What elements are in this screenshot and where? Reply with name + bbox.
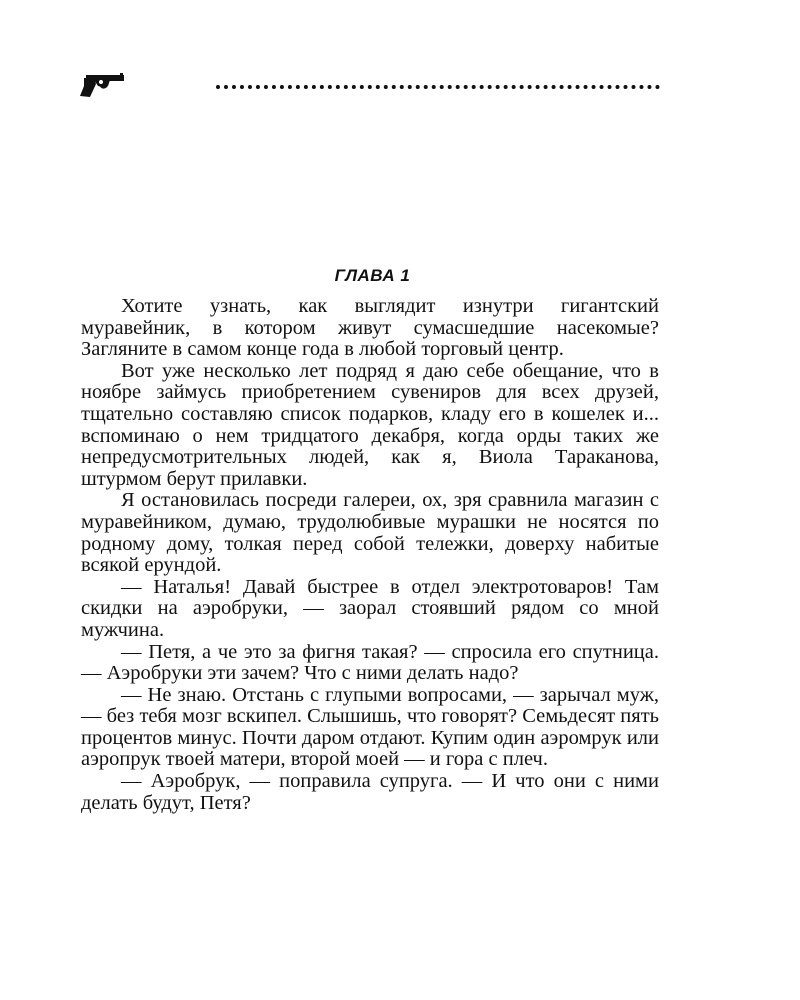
chapter-title: ГЛАВА 1 [334, 266, 411, 285]
paragraph: Вот уже несколько лет подряд я даю себе обещание, что в ноябре займусь приобретением сувениров для всех друзей, тщательно составляю список подарков, кладу его в кошелек и... вспоминаю о нем тридцатого декабря, когда орды таких же непредусмотрительных людей, как я, Виола Тараканова, штурмом берут прилавки. [81, 359, 659, 490]
paragraph: — Наталья! Давай быстрее в отдел электротоваров! Там скидки на аэробруки, — заорал стоявший рядом со мной мужчина. [81, 575, 659, 641]
dotted-rule [216, 85, 660, 89]
paragraph: — Не знаю. Отстань с глупыми вопросами, — зарычал муж, — без тебя мозг вскипел. Слышишь, что говорят? Семьдесят пять процентов минус. Почти даром отдают. Купим один аэромрук или аэропрук твоей матери, второй моей — и гора с плеч. [81, 683, 659, 771]
page-header [80, 72, 660, 102]
paragraph: — Аэробрук, — поправила супруга. — И что они с ними делать будут, Петя? [81, 770, 659, 814]
paragraph: Я остановилась посреди галереи, ох, зря сравнила магазин с муравейником, думаю, трудолюбивые мурашки не носятся по родному дому, толкая перед собой тележки, доверху набитые всякой ерундой. [81, 489, 659, 577]
revolver-icon [80, 72, 126, 100]
paragraph: Хотите узнать, как выглядит изнутри гигантский муравейник, в котором живут сумасшедшие насекомые? Загляните в самом конце года в любой торговый центр. [81, 295, 659, 361]
paragraph: — Петя, а че это за фигня такая? — спросила его спутница. — Аэробруки эти зачем? Что с ними делать надо? [81, 640, 659, 685]
body-text [81, 296, 659, 814]
